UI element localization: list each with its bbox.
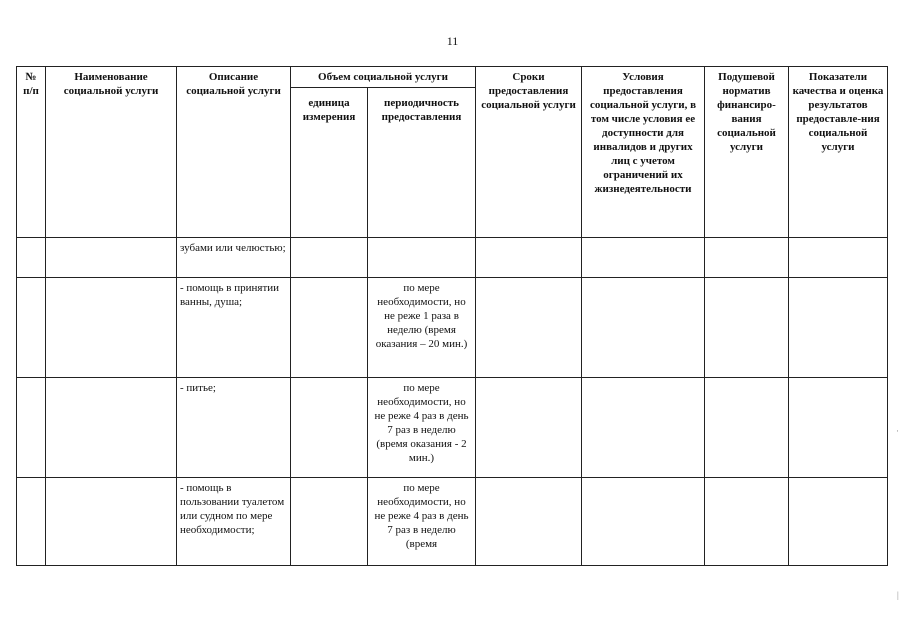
table-row <box>17 238 888 278</box>
header-description: Описание социальной услуги <box>177 67 291 238</box>
cell-num <box>17 478 46 566</box>
header-terms: Сроки предоставления социальной услуги <box>476 67 582 238</box>
cell-name <box>46 378 177 478</box>
header-name: Наименование социальной услуги <box>46 67 177 238</box>
header-unit: единица измерения <box>291 88 368 238</box>
cell-terms <box>476 278 582 378</box>
table-row <box>17 378 888 478</box>
cell-norm <box>705 478 789 566</box>
cell-quality <box>789 478 888 566</box>
cell-conditions <box>582 478 705 566</box>
cell-conditions <box>582 378 705 478</box>
cell-description: - помощь в принятии ванны, душа; <box>177 278 291 378</box>
cell-quality <box>789 378 888 478</box>
cell-unit <box>291 278 368 378</box>
cell-terms <box>476 478 582 566</box>
header-num: № п/п <box>17 67 46 238</box>
header-volume: Объем социальной услуги <box>291 67 476 88</box>
cell-frequency: по мере необходимости, но не реже 4 раз в день 7 раз в неделю (время оказания - 2 мин.) <box>368 378 476 478</box>
header-quality: Показатели качества и оценка результатов предоставле-ния социальной услуги <box>789 67 888 238</box>
header-frequency: периодичность предоставления <box>368 88 476 238</box>
cell-conditions <box>582 278 705 378</box>
table-row <box>17 278 888 378</box>
cell-description: - питье; <box>177 378 291 478</box>
cell-num <box>17 278 46 378</box>
cell-frequency <box>368 238 476 278</box>
cell-name <box>46 238 177 278</box>
cell-description: зубами или челюстью; <box>177 238 291 278</box>
header-conditions: Условия предоставления социальной услуги, в том числе условия ее доступности для инвалидов и других лиц с учетом ограничений их жизнедеятельности <box>582 67 705 238</box>
cell-frequency: по мере необходимости, но не реже 4 раз в день 7 раз в неделю (время <box>368 478 476 566</box>
cell-unit <box>291 378 368 478</box>
cell-description: - помощь в пользовании туалетом или судном по мере необходимости; <box>177 478 291 566</box>
cell-unit <box>291 238 368 278</box>
cell-name <box>46 478 177 566</box>
cell-norm <box>705 378 789 478</box>
cell-conditions <box>582 238 705 278</box>
table-row <box>17 478 888 566</box>
cell-terms <box>476 238 582 278</box>
cell-terms <box>476 378 582 478</box>
header-norm: Подушевой норматив финансиро-вания социальной услуги <box>705 67 789 238</box>
cell-norm <box>705 278 789 378</box>
scan-speck: | <box>897 590 899 600</box>
cell-num <box>17 238 46 278</box>
cell-frequency: по мере необходимости, но не реже 1 раза в неделю (время оказания – 20 мин.) <box>368 278 476 378</box>
page-number: 11 <box>446 34 459 48</box>
services-table <box>16 66 888 566</box>
cell-quality <box>789 238 888 278</box>
cell-norm <box>705 238 789 278</box>
cell-name <box>46 278 177 378</box>
cell-quality <box>789 278 888 378</box>
cell-unit <box>291 478 368 566</box>
scan-speck: · <box>896 426 899 436</box>
cell-num <box>17 378 46 478</box>
